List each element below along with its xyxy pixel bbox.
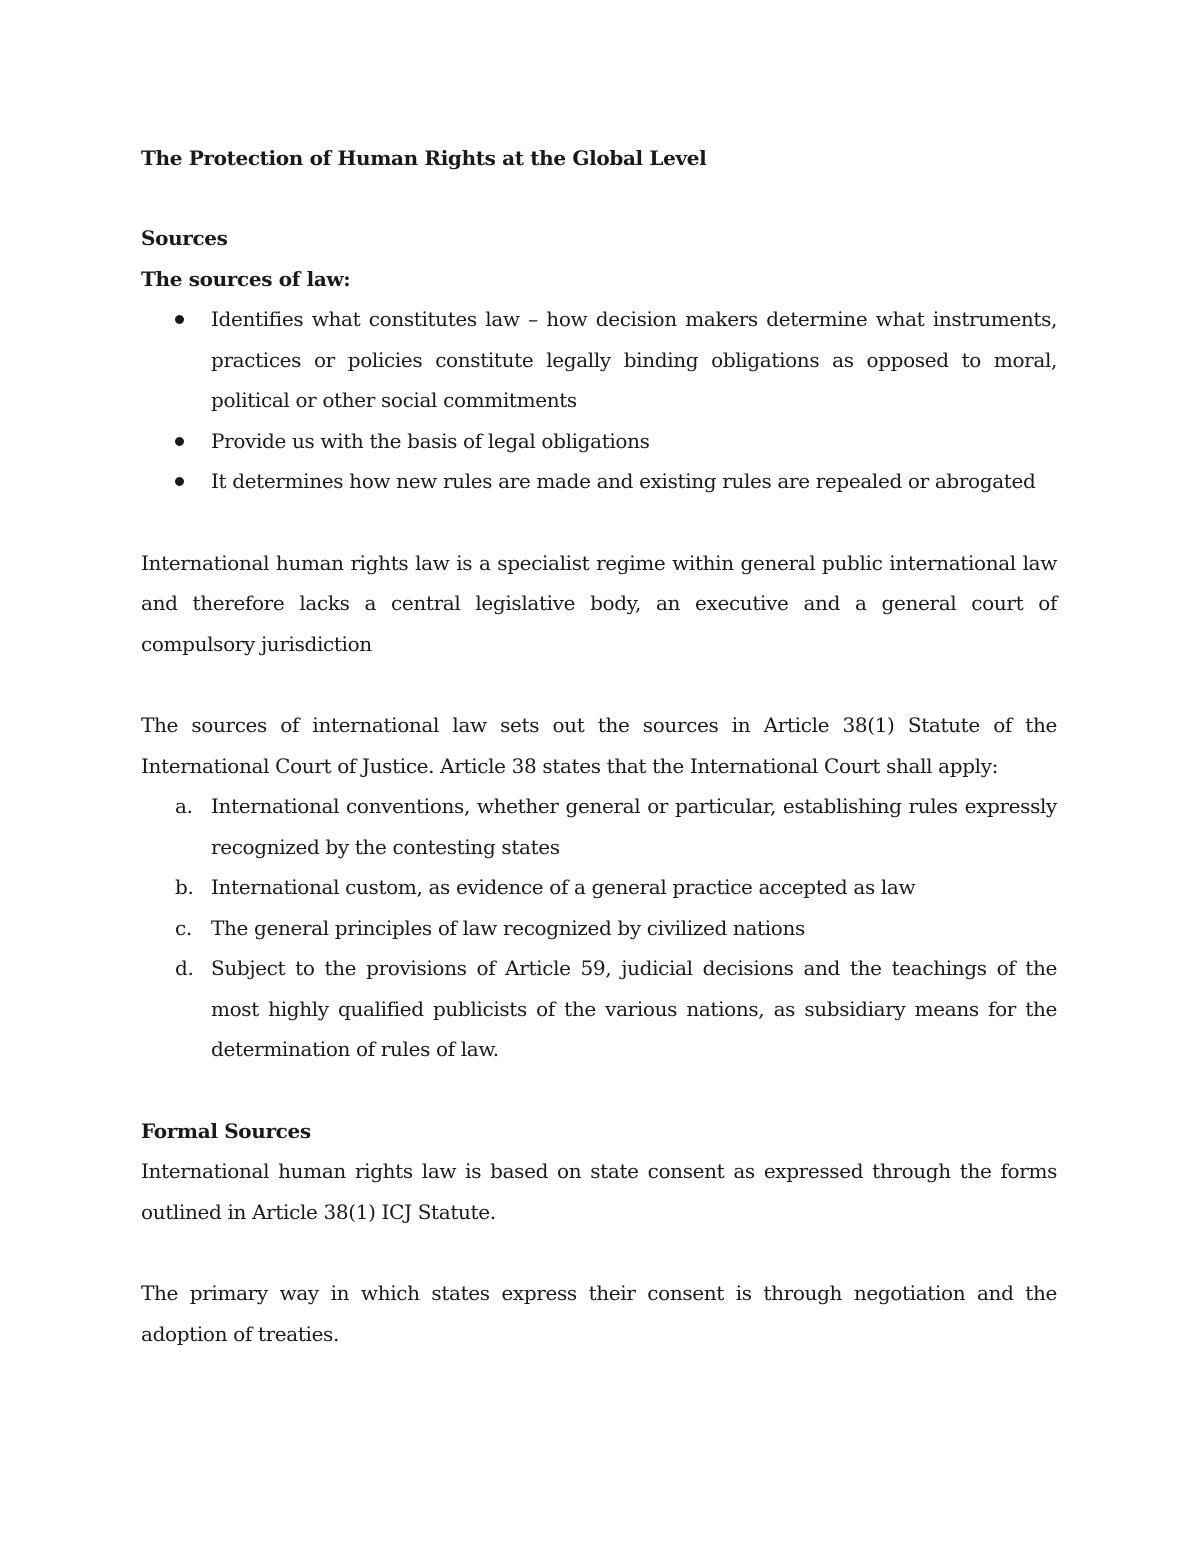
article38-list xyxy=(141,786,1057,1070)
list-item xyxy=(141,867,1057,908)
list-item-text: Subject to the provisions of Article 59, judicial decisions and the teachings of the most highly qualified publicists of the various nations, as subsidiary means for the determination of rules of law. xyxy=(211,956,1057,1061)
list-item-text: Identifies what constitutes law – how decision makers determine what instruments, practices or policies constitute legally binding obligations as opposed to moral, political or other social commitments xyxy=(211,307,1057,412)
list-item xyxy=(141,299,1057,421)
list-marker: b. xyxy=(175,875,194,899)
list-marker: d. xyxy=(175,956,194,980)
list-marker: a. xyxy=(175,794,193,818)
bullet-icon xyxy=(175,477,184,486)
bullet-icon xyxy=(175,437,184,446)
list-item-text: It determines how new rules are made and existing rules are repealed or abrogated xyxy=(211,469,1036,493)
list-item-text: The general principles of law recognized by civilized nations xyxy=(211,915,805,940)
article38-paragraph: The sources of international law sets out the sources in Article 38(1) Statute of the International Court of Justice. Article 38 states that the International Court shall apply: xyxy=(141,713,1057,778)
list-item-text: Provide us with the basis of legal obligations xyxy=(211,428,650,453)
list-item xyxy=(141,786,1057,867)
consent-paragraph: International human rights law is based on state consent as expressed through the forms outlined in Article 38(1) ICJ Statute. xyxy=(141,1159,1057,1224)
sources-of-law-subheading: The sources of law: xyxy=(141,266,351,291)
document-title: The Protection of Human Rights at the Global Level xyxy=(141,146,707,170)
sources-heading: Sources xyxy=(141,226,228,250)
document-page xyxy=(141,138,1057,1354)
regime-paragraph: International human rights law is a specialist regime within general public international law and therefore lacks a central legislative body, an executive and a general court of compulsory jurisdiction xyxy=(141,550,1057,656)
list-marker: c. xyxy=(175,915,192,940)
formal-sources-heading: Formal Sources xyxy=(141,1118,311,1143)
list-item xyxy=(141,948,1057,1070)
list-item xyxy=(141,421,1057,462)
sources-bullet-list xyxy=(141,299,1057,502)
list-item-text: International conventions, whether general or particular, establishing rules expressly recognized by the contesting states xyxy=(211,794,1057,859)
list-item xyxy=(141,461,1057,502)
list-item-text: International custom, as evidence of a general practice accepted as law xyxy=(211,875,916,899)
treaties-paragraph: The primary way in which states express their consent is through negotiation and the adoption of treaties. xyxy=(141,1281,1057,1346)
list-item xyxy=(141,908,1057,949)
bullet-icon xyxy=(175,315,184,324)
